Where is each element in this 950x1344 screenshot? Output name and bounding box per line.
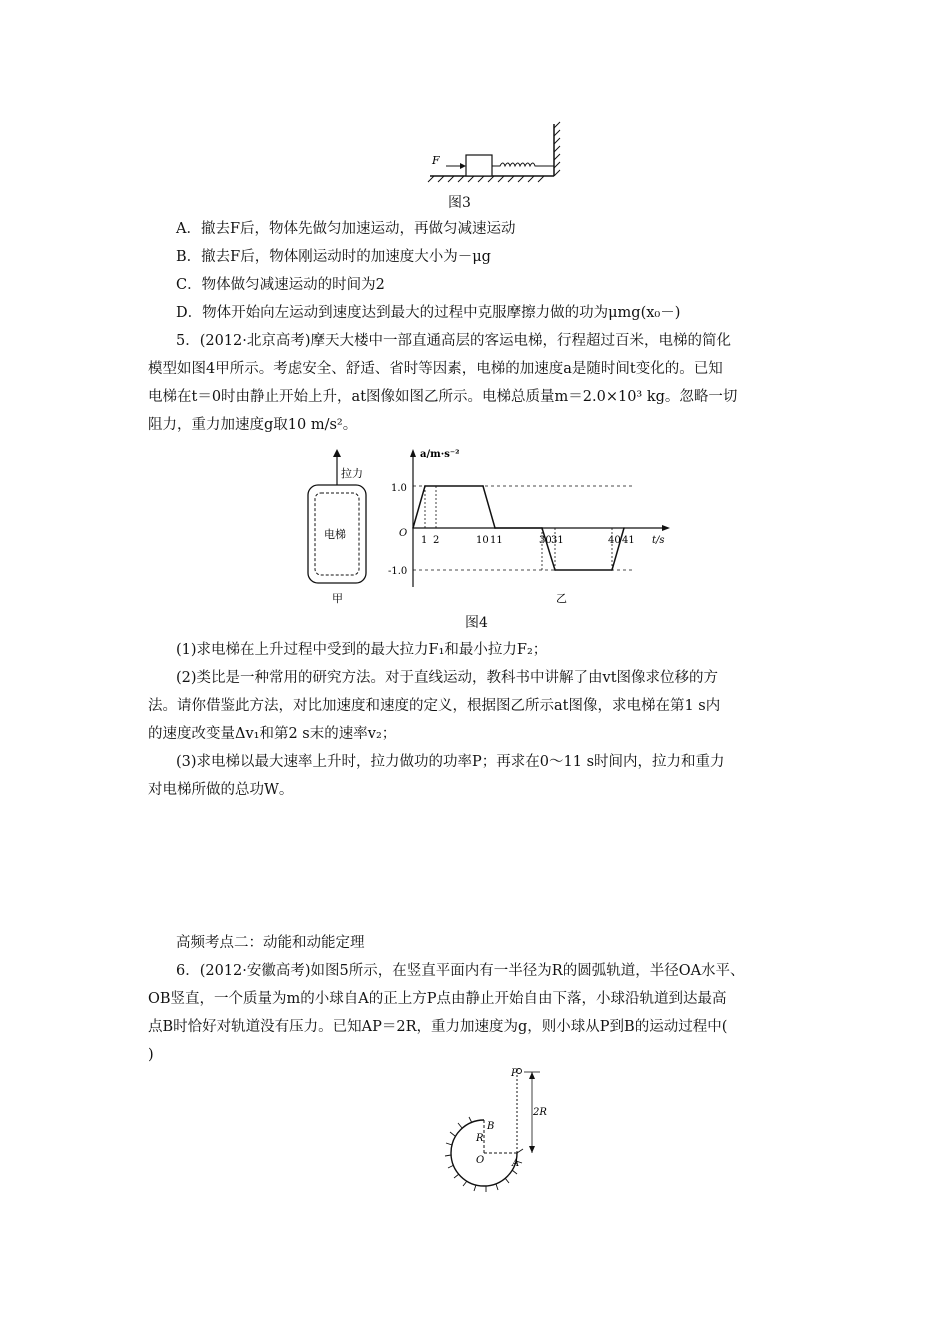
q5-sub-3a: (3)求电梯以最大速率上升时，拉力做功的功率P；再求在0～11 s时间内，拉力和重力: [176, 754, 725, 770]
x-tick-label: 31: [551, 535, 564, 546]
y-tick-pos: 1.0: [391, 483, 407, 494]
x-tick-label: 40: [608, 535, 621, 546]
elevator-label: 电梯: [324, 528, 346, 541]
q5-sub-3b: 对电梯所做的总功W。: [148, 782, 294, 798]
label-b: B: [487, 1121, 495, 1132]
at-chart: [390, 445, 680, 605]
figure-4-elevator: [300, 445, 390, 605]
option-b: B．撤去F后，物体刚运动时的加速度大小为－μg: [176, 249, 491, 265]
x-tick-label: 41: [622, 535, 635, 546]
jia-label: 甲: [332, 592, 343, 605]
q5-line-4: 阻力，重力加速度g取10 m/s²。: [148, 417, 358, 433]
q6-line-2: OB竖直，一个质量为m的小球自A的正上方P点由静止开始自由下落，小球沿轨道到达最高: [148, 991, 727, 1007]
data-point: [494, 527, 496, 529]
label-p: P: [511, 1068, 518, 1079]
label-2r: 2R: [533, 1107, 547, 1118]
force-label: F: [432, 154, 440, 167]
data-point: [424, 485, 426, 487]
y-tick-neg: -1.0: [388, 566, 408, 577]
figure-5-diagram: [428, 1060, 578, 1195]
data-point: [541, 527, 543, 529]
q6-line-3: 点B时恰好对轨道没有压力。已知AP＝2R，重力加速度为g，则小球从P到B的运动过程中(: [148, 1019, 728, 1035]
q5-line-3: 电梯在t＝0时由静止开始上升，at图像如图乙所示。电梯总质量m＝2.0×10³ kg。忽略一切: [148, 389, 738, 405]
x-tick-label: 10: [476, 535, 489, 546]
x-tick-label: 2: [433, 535, 440, 546]
x-tick-label: 11: [490, 535, 503, 546]
y-axis-label: a/m·s⁻²: [420, 449, 460, 460]
q5-line-2: 模型如图4甲所示。考虑安全、舒适、省时等因素，电梯的加速度a是随时间t变化的。已知: [148, 361, 723, 377]
label-o: O: [476, 1155, 485, 1166]
pull-force-label: 拉力: [341, 467, 363, 480]
q6-line-1: 6．(2012·安徽高考)如图5所示，在竖直平面内有一半径为R的圆弧轨道，半径OA水平、: [176, 963, 745, 979]
origin-label: O: [399, 528, 408, 539]
label-a: A: [512, 1158, 520, 1169]
q5-line-1: 5．(2012·北京高考)摩天大楼中一部直通高层的客运电梯，行程超过百米，电梯的简化: [176, 333, 732, 349]
figure-3-diagram: [420, 118, 570, 190]
q5-sub-2b: 法。请你借鉴此方法，对比加速度和速度的定义，根据图乙所示at图像，求电梯在第1 s内: [148, 698, 721, 714]
q5-sub-2c: 的速度改变量Δv₁和第2 s末的速率v₂；: [148, 726, 397, 742]
option-c: C．物体做匀减速运动的时间为2: [176, 277, 385, 293]
yi-label: 乙: [556, 592, 567, 605]
data-point: [482, 485, 484, 487]
q5-sub-2a: (2)类比是一种常用的研究方法。对于直线运动，教科书中讲解了由vt图像求位移的方: [176, 670, 719, 686]
x-tick-label: 1: [421, 535, 428, 546]
q6-line-4: ): [148, 1047, 154, 1063]
figure-3-caption: 图3: [448, 195, 471, 211]
label-r: R: [476, 1133, 484, 1144]
x-tick-label: 30: [539, 535, 552, 546]
section-heading: 高频考点二：动能和动能定理: [176, 935, 365, 951]
option-a: A．撤去F后，物体先做匀加速运动，再做匀减速运动: [176, 221, 516, 237]
data-point: [623, 527, 625, 529]
data-point: [412, 527, 414, 529]
q5-sub-1: (1)求电梯在上升过程中受到的最大拉力F₁和最小拉力F₂；: [176, 642, 548, 658]
data-point: [554, 569, 556, 571]
data-point: [611, 569, 613, 571]
option-d: D．物体开始向左运动到速度达到最大的过程中克服摩擦力做的功为μmg(x₀－): [176, 305, 681, 321]
figure-4-caption: 图4: [465, 615, 488, 631]
x-axis-label: t/s: [652, 535, 665, 546]
